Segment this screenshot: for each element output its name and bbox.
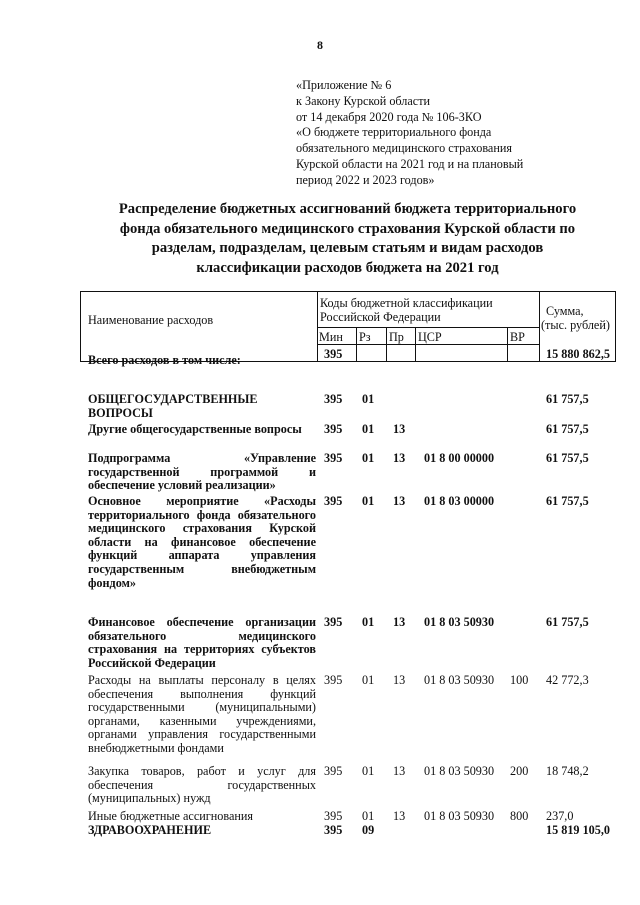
row-name: Расходы на выплаты персоналу в целях обеспечения выполнения функций государственными (муниципальными) органами, казенными учреждениями, органами управления государственными внебюджетными фондами bbox=[88, 673, 316, 755]
header-border bbox=[317, 291, 318, 361]
row-name: ОБЩЕГОСУДАРСТВЕННЫЕ ВОПРОСЫ bbox=[88, 392, 258, 420]
row-csr: 01 8 03 50930 bbox=[424, 673, 495, 687]
appendix-line: от 14 декабря 2020 года № 106-ЗКО bbox=[296, 109, 482, 124]
header-border bbox=[615, 291, 616, 361]
header-sum: (тыс. рублей) bbox=[541, 318, 610, 332]
row-name: Иные бюджетные ассигнования bbox=[88, 809, 254, 823]
row-sum: 61 757,5 bbox=[546, 451, 589, 465]
header-border bbox=[386, 327, 387, 361]
row-rz: 01 bbox=[362, 451, 375, 465]
row-min: 395 bbox=[324, 615, 343, 629]
row-min: 395 bbox=[324, 422, 343, 436]
header-border bbox=[539, 291, 540, 361]
header-min: Мин bbox=[319, 330, 343, 344]
header-name: Наименование расходов bbox=[88, 313, 214, 327]
row-rz: 01 bbox=[362, 764, 375, 778]
row-min: 395 bbox=[324, 494, 343, 508]
appendix-line: Курской области на 2021 год и на плановый bbox=[296, 156, 524, 171]
row-pr: 13 bbox=[393, 451, 406, 465]
row-rz: 01 bbox=[362, 392, 375, 406]
row-sum: 237,0 bbox=[546, 809, 574, 823]
row-name: Финансовое обеспечение организации обязательного медицинского страхования на территориях субъектов Российской Федерации bbox=[88, 615, 316, 670]
row-name: Основное мероприятие «Расходы территориального фонда обязательного медицинского страхования Курской области на финансовое обеспечение функций аппарата управления государственным внебюджетным фондом» bbox=[88, 494, 316, 590]
appendix-line: к Закону Курской области bbox=[296, 93, 431, 108]
header-rz: Рз bbox=[359, 330, 371, 344]
title-line: Распределение бюджетных ассигнований бюджета территориального bbox=[118, 201, 577, 217]
header-border bbox=[80, 291, 81, 361]
appendix-line: «Приложение № 6 bbox=[296, 78, 392, 92]
row-pr: 13 bbox=[393, 764, 406, 778]
row-name: Закупка товаров, работ и услуг для обеспечения государственных (муниципальных) нужд bbox=[88, 764, 316, 806]
row-sum: 61 757,5 bbox=[546, 494, 589, 508]
row-sum: 42 772,3 bbox=[546, 673, 589, 687]
row-sum: 61 757,5 bbox=[546, 615, 589, 629]
appendix-line: период 2022 и 2023 годов» bbox=[296, 172, 435, 187]
header-border bbox=[317, 344, 539, 345]
row-csr: 01 8 03 50930 bbox=[424, 615, 495, 629]
row-sum: 18 748,2 bbox=[546, 764, 589, 778]
header-vr: ВР bbox=[510, 330, 525, 344]
header-border bbox=[507, 327, 508, 361]
row-pr: 13 bbox=[393, 809, 406, 823]
row-min: 395 bbox=[324, 451, 343, 465]
appendix-line: «О бюджете территориального фонда bbox=[296, 125, 492, 140]
row-rz: 09 bbox=[362, 823, 375, 837]
row-rz: 01 bbox=[362, 422, 375, 436]
header-codes: Российской Федерации bbox=[320, 310, 441, 324]
row-pr: 13 bbox=[393, 422, 406, 436]
row-min: 395 bbox=[324, 764, 343, 778]
row-csr: 01 8 00 00000 bbox=[424, 451, 495, 465]
row-vr: 100 bbox=[510, 673, 529, 687]
row-rz: 01 bbox=[362, 673, 375, 687]
row-sum: 61 757,5 bbox=[546, 422, 589, 436]
appendix-line: обязательного медицинского страхования bbox=[296, 141, 512, 156]
title-line: разделам, подразделам, целевым статьям и видам расходов bbox=[151, 240, 544, 256]
row-vr: 200 bbox=[510, 764, 529, 778]
title-line: классификации расходов бюджета на 2021 год bbox=[196, 259, 499, 276]
row-csr: 01 8 03 50930 bbox=[424, 764, 495, 778]
document-title bbox=[80, 200, 615, 278]
row-min: 395 bbox=[324, 823, 343, 837]
header-border bbox=[356, 327, 357, 361]
page-number: 8 bbox=[317, 38, 323, 52]
header-border bbox=[415, 327, 416, 361]
row-min: 395 bbox=[324, 673, 343, 687]
row-pr: 13 bbox=[393, 673, 406, 687]
header-csr: ЦСР bbox=[418, 330, 442, 344]
header-border bbox=[317, 327, 539, 328]
row-name: Другие общегосударственные вопросы bbox=[88, 422, 302, 436]
title-line: фонда обязательного медицинского страхования Курской области по bbox=[119, 220, 576, 237]
row-rz: 01 bbox=[362, 615, 375, 629]
header-codes: Коды бюджетной классификации bbox=[320, 296, 493, 310]
row-pr: 13 bbox=[393, 494, 406, 508]
row-min: 395 bbox=[324, 347, 343, 361]
row-sum: 15 819 105,0 bbox=[546, 823, 610, 837]
row-pr: 13 bbox=[393, 615, 406, 629]
row-rz: 01 bbox=[362, 494, 375, 508]
header-sum: Сумма, bbox=[546, 304, 584, 318]
row-vr: 800 bbox=[510, 809, 529, 823]
row-min: 395 bbox=[324, 809, 343, 823]
row-sum: 15 880 862,5 bbox=[546, 347, 610, 361]
header-pr: Пр bbox=[389, 330, 404, 344]
row-sum: 61 757,5 bbox=[546, 392, 589, 406]
row-name: Подпрограмма «Управление государственной программой и обеспечение условий реализации» bbox=[88, 451, 316, 493]
row-csr: 01 8 03 00000 bbox=[424, 494, 495, 508]
row-name: Всего расходов в том числе: bbox=[88, 353, 241, 367]
row-min: 395 bbox=[324, 392, 343, 406]
row-rz: 01 bbox=[362, 809, 375, 823]
appendix-reference bbox=[296, 78, 596, 189]
row-name: ЗДРАВООХРАНЕНИЕ bbox=[88, 823, 212, 837]
row-csr: 01 8 03 50930 bbox=[424, 809, 495, 823]
